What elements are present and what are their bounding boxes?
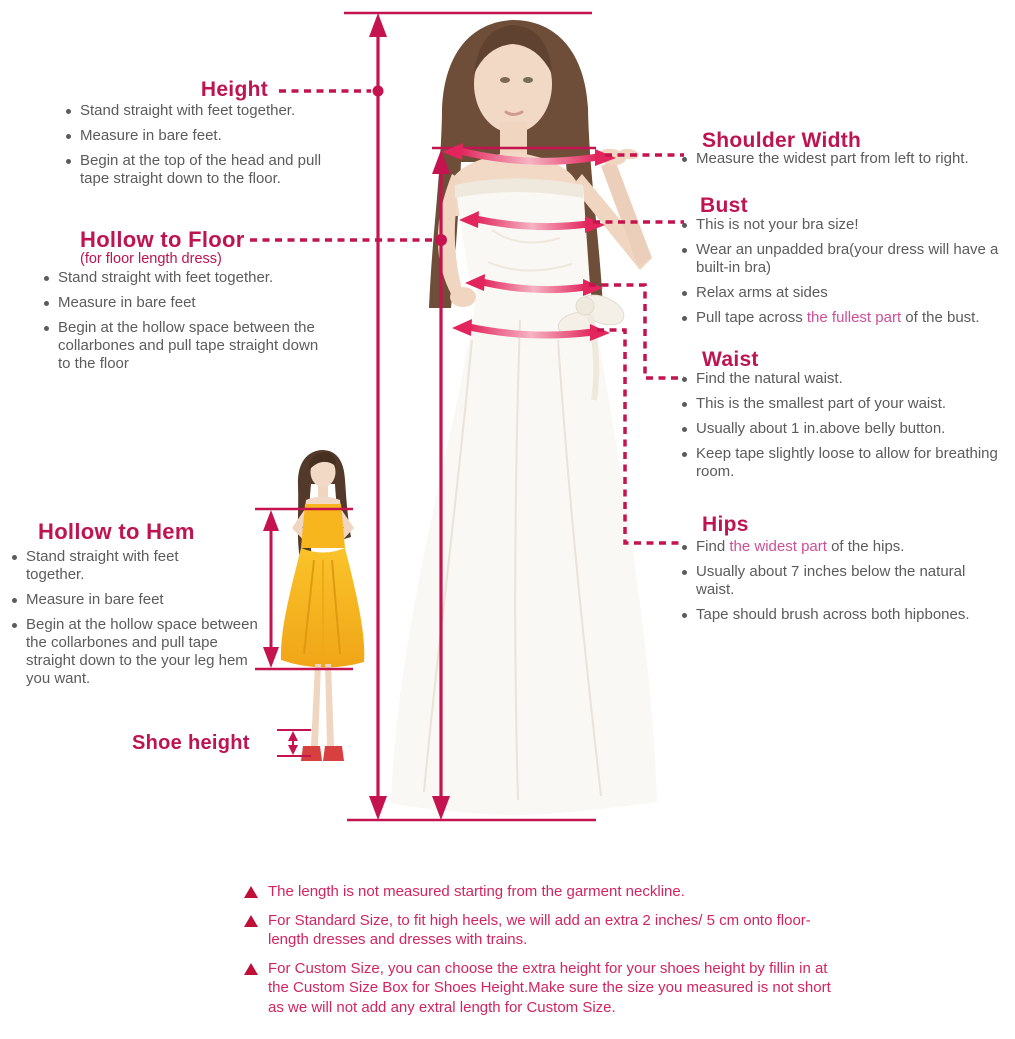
list-item: Wear an unpadded bra(your dress will have a built-in bra) [682, 241, 1015, 277]
height-marker-dot [373, 86, 384, 97]
hips-title: Hips [702, 513, 749, 536]
size-notes [244, 882, 844, 1026]
list-item: Find the widest part of the hips. [682, 538, 997, 556]
bullet-icon [682, 613, 687, 618]
list-item: Measure in bare feet. [66, 127, 332, 145]
hollow-to-hem-instructions [12, 548, 258, 695]
small-model-photo [281, 450, 364, 761]
waist-title: Waist [702, 348, 759, 371]
list-item: Stand straight with feet together. [66, 102, 332, 120]
bullet-icon [66, 134, 71, 139]
list-item: Measure the widest part from left to right. [682, 150, 1015, 168]
list-item: Measure in bare feet [44, 294, 326, 312]
list-item: Stand straight with feet together. [44, 269, 326, 287]
list-item: Find the natural waist. [682, 370, 998, 388]
warning-triangle-icon [244, 915, 258, 927]
height-arrow [369, 13, 387, 820]
bullet-icon [682, 291, 687, 296]
hollow-to-floor-subtitle: (for floor length dress) [80, 251, 222, 267]
bullet-icon [66, 159, 71, 164]
bullet-icon [682, 570, 687, 575]
shoulder-width-instructions [682, 150, 1015, 175]
list-item: Begin at the top of the head and pull tape straight down to the floor. [66, 152, 332, 188]
bust-instructions [682, 216, 1015, 334]
list-item: Usually about 1 in.above belly button. [682, 420, 998, 438]
shoulder-width-title: Shoulder Width [702, 129, 862, 152]
bullet-icon [682, 248, 687, 253]
hollow-to-hem-arrow [263, 510, 279, 668]
list-item: This is not your bra size! [682, 216, 1015, 234]
list-item: Begin at the hollow space between the collarbones and pull tape straight down to the your leg hem you want. [12, 616, 258, 688]
list-item: Pull tape across the fullest part of the bust. [682, 309, 1015, 327]
highlighted-phrase: the fullest part [806, 309, 902, 326]
bullet-icon [44, 326, 49, 331]
note-item: The length is not measured starting from the garment neckline. [244, 882, 844, 902]
note-item: For Custom Size, you can choose the extra height for your shoes height by fillin in at the Custom Size Box for Shoes Height.Make sure the size you measured is not short as we will not add any extral length for Custom Size. [244, 959, 844, 1018]
list-item: Tape should brush across both hipbones. [682, 606, 997, 624]
list-item: Begin at the hollow space between the collarbones and pull tape straight down to the floor [44, 319, 326, 373]
bullet-icon [682, 402, 687, 407]
waist-instructions [682, 370, 998, 488]
bullet-icon [682, 157, 687, 162]
bullet-icon [12, 623, 17, 628]
bullet-icon [44, 301, 49, 306]
list-item: Stand straight with feet together. [12, 548, 258, 584]
warning-triangle-icon [244, 963, 258, 975]
highlighted-phrase: the widest part [729, 538, 827, 555]
bullet-icon [682, 427, 687, 432]
hollow-to-hem-title: Hollow to Hem [38, 519, 195, 544]
list-item: Keep tape slightly loose to allow for breathing room. [682, 445, 998, 481]
list-item: This is the smallest part of your waist. [682, 395, 998, 413]
bullet-icon [44, 276, 49, 281]
bullet-icon [66, 109, 71, 114]
hips-instructions [682, 538, 997, 631]
bullet-icon [682, 316, 687, 321]
height-title: Height [200, 78, 268, 101]
bullet-icon [682, 223, 687, 228]
list-item: Relax arms at sides [682, 284, 1015, 302]
note-item: For Standard Size, to fit high heels, we will add an extra 2 inches/ 5 cm onto floor-length dresses and dresses with trains. [244, 911, 844, 950]
hollow-to-floor-title: Hollow to Floor [80, 227, 245, 252]
height-instructions [66, 102, 332, 195]
warning-triangle-icon [244, 886, 258, 898]
hollow-marker-dot [435, 234, 447, 246]
bust-title: Bust [700, 194, 748, 217]
bullet-icon [682, 377, 687, 382]
bullet-icon [682, 545, 687, 550]
list-item: Usually about 7 inches below the natural waist. [682, 563, 997, 599]
main-model-photo [391, 20, 657, 815]
bullet-icon [12, 555, 17, 560]
bullet-icon [12, 598, 17, 603]
bullet-icon [682, 452, 687, 457]
shoe-height-title: Shoe height [132, 732, 250, 754]
list-item: Measure in bare feet [12, 591, 258, 609]
hollow-to-floor-instructions [44, 269, 326, 380]
